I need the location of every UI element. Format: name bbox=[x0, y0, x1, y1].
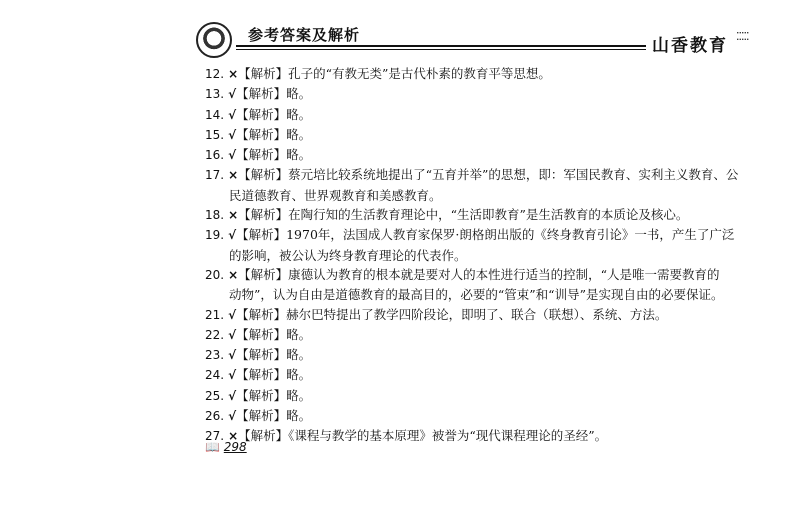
answer-entry bbox=[205, 386, 775, 406]
answer-text: 【解析】略。 bbox=[236, 408, 312, 424]
answer-text: 【解析】在陶行知的生活教育理论中，“生活即教育”是生活教育的本质论及核心。 bbox=[238, 207, 689, 223]
answer-entry bbox=[205, 265, 775, 305]
section-title: 参考答案及解析 bbox=[248, 26, 361, 44]
answer-number: 12. bbox=[205, 67, 225, 81]
answer-text: 【解析】略。 bbox=[236, 367, 312, 383]
answer-number: 13. bbox=[205, 87, 225, 102]
answer-mark: √ bbox=[228, 307, 237, 322]
answer-text: 【解析】略。 bbox=[236, 126, 312, 142]
answer-text: 【解析】略。 bbox=[236, 106, 312, 122]
answer-text: 【解析】略。 bbox=[236, 147, 312, 163]
answer-entry bbox=[205, 426, 775, 446]
answer-text: 【解析】1970年，法国成人教育家保罗·朗格朗出版的《终身教育引论》一书，产生了广泛 bbox=[236, 227, 735, 243]
answer-mark: √ bbox=[228, 148, 237, 163]
answer-entry bbox=[205, 325, 775, 345]
answer-text: 【解析】蔡元培比较系统地提出了“五育并举”的思想，即：军国民教育、实利主义教育、公 bbox=[238, 167, 739, 183]
answer-entry bbox=[205, 64, 775, 84]
answer-number: 16. bbox=[205, 148, 225, 163]
answer-mark: √ bbox=[228, 348, 237, 363]
answer-number: 18. bbox=[205, 208, 225, 223]
answer-entry bbox=[205, 305, 775, 325]
answer-entry bbox=[205, 145, 775, 165]
answer-mark: × bbox=[228, 168, 239, 183]
answer-number: 24. bbox=[205, 368, 225, 383]
shanxiang-logo-icon bbox=[196, 22, 232, 58]
answer-text: 【解析】略。 bbox=[236, 347, 312, 363]
brand-ornament-icon: ⁚⁚⁚⁚⁚ bbox=[736, 30, 749, 43]
answer-number: 26. bbox=[205, 409, 225, 424]
answer-mark: √ bbox=[228, 368, 237, 383]
answer-text-continued: 的影响，被公认为终身教育理论的代表作。 bbox=[229, 247, 467, 263]
answer-number: 14. bbox=[205, 107, 225, 122]
header-divider bbox=[236, 45, 646, 47]
answer-number: 17. bbox=[205, 168, 225, 183]
answer-text: 【解析】略。 bbox=[236, 387, 312, 403]
answer-text-continued: 民道德教育、世界观教育和美感教育。 bbox=[229, 187, 442, 203]
answer-list bbox=[205, 64, 775, 447]
answer-mark: √ bbox=[228, 388, 237, 403]
answer-entry bbox=[205, 84, 775, 104]
answer-entry bbox=[205, 105, 775, 125]
page-footer bbox=[205, 440, 247, 454]
answer-mark: √ bbox=[228, 127, 237, 142]
answer-mark: √ bbox=[228, 228, 237, 243]
answer-mark: × bbox=[228, 429, 239, 444]
answer-number: 19. bbox=[205, 228, 225, 243]
answer-entry bbox=[205, 365, 775, 385]
book-icon: 📖 bbox=[205, 440, 220, 454]
answer-number: 20. bbox=[205, 267, 225, 282]
brand-name: 山香教育 bbox=[652, 36, 728, 56]
answer-number: 22. bbox=[205, 327, 225, 342]
answer-text: 【解析】略。 bbox=[236, 86, 312, 102]
answer-number: 27. bbox=[205, 429, 225, 444]
answer-text: 【解析】孔子的“有教无类”是古代朴素的教育平等思想。 bbox=[238, 66, 551, 81]
answer-mark: √ bbox=[228, 87, 237, 102]
answer-entry bbox=[205, 345, 775, 365]
answer-entry bbox=[205, 406, 775, 426]
answer-mark: × bbox=[228, 67, 239, 81]
answer-number: 25. bbox=[205, 388, 225, 403]
answer-text: 【解析】赫尔巴特提出了教学四阶段论，即明了、联合（联想）、系统、方法。 bbox=[236, 306, 668, 322]
answer-mark: √ bbox=[228, 327, 237, 342]
answer-entry bbox=[205, 225, 775, 265]
answer-text: 【解析】康德认为教育的根本就是要对人的本性进行适当的控制，“人是唯一需要教育的 bbox=[238, 266, 720, 282]
answer-text: 【解析】略。 bbox=[236, 326, 312, 342]
answer-text-continued: 动物”，认为自由是道德教育的最高目的，必要的“管束”和“训导”是实现自由的必要保证。 bbox=[229, 287, 724, 303]
page-number: 298 bbox=[223, 440, 247, 454]
answer-mark: √ bbox=[228, 107, 237, 122]
answer-mark: × bbox=[228, 208, 239, 223]
page-header bbox=[0, 0, 800, 60]
answer-entry bbox=[205, 205, 775, 225]
answer-number: 23. bbox=[205, 348, 225, 363]
answer-mark: √ bbox=[228, 409, 237, 424]
answer-entry bbox=[205, 165, 775, 205]
answer-text: 【解析】《课程与教学的基本原理》被誉为“现代课程理论的圣经”。 bbox=[238, 428, 608, 444]
answer-mark: × bbox=[228, 267, 239, 282]
answer-number: 21. bbox=[205, 307, 225, 322]
header-divider-thin bbox=[236, 49, 646, 50]
answer-number: 15. bbox=[205, 127, 225, 142]
answer-entry bbox=[205, 125, 775, 145]
